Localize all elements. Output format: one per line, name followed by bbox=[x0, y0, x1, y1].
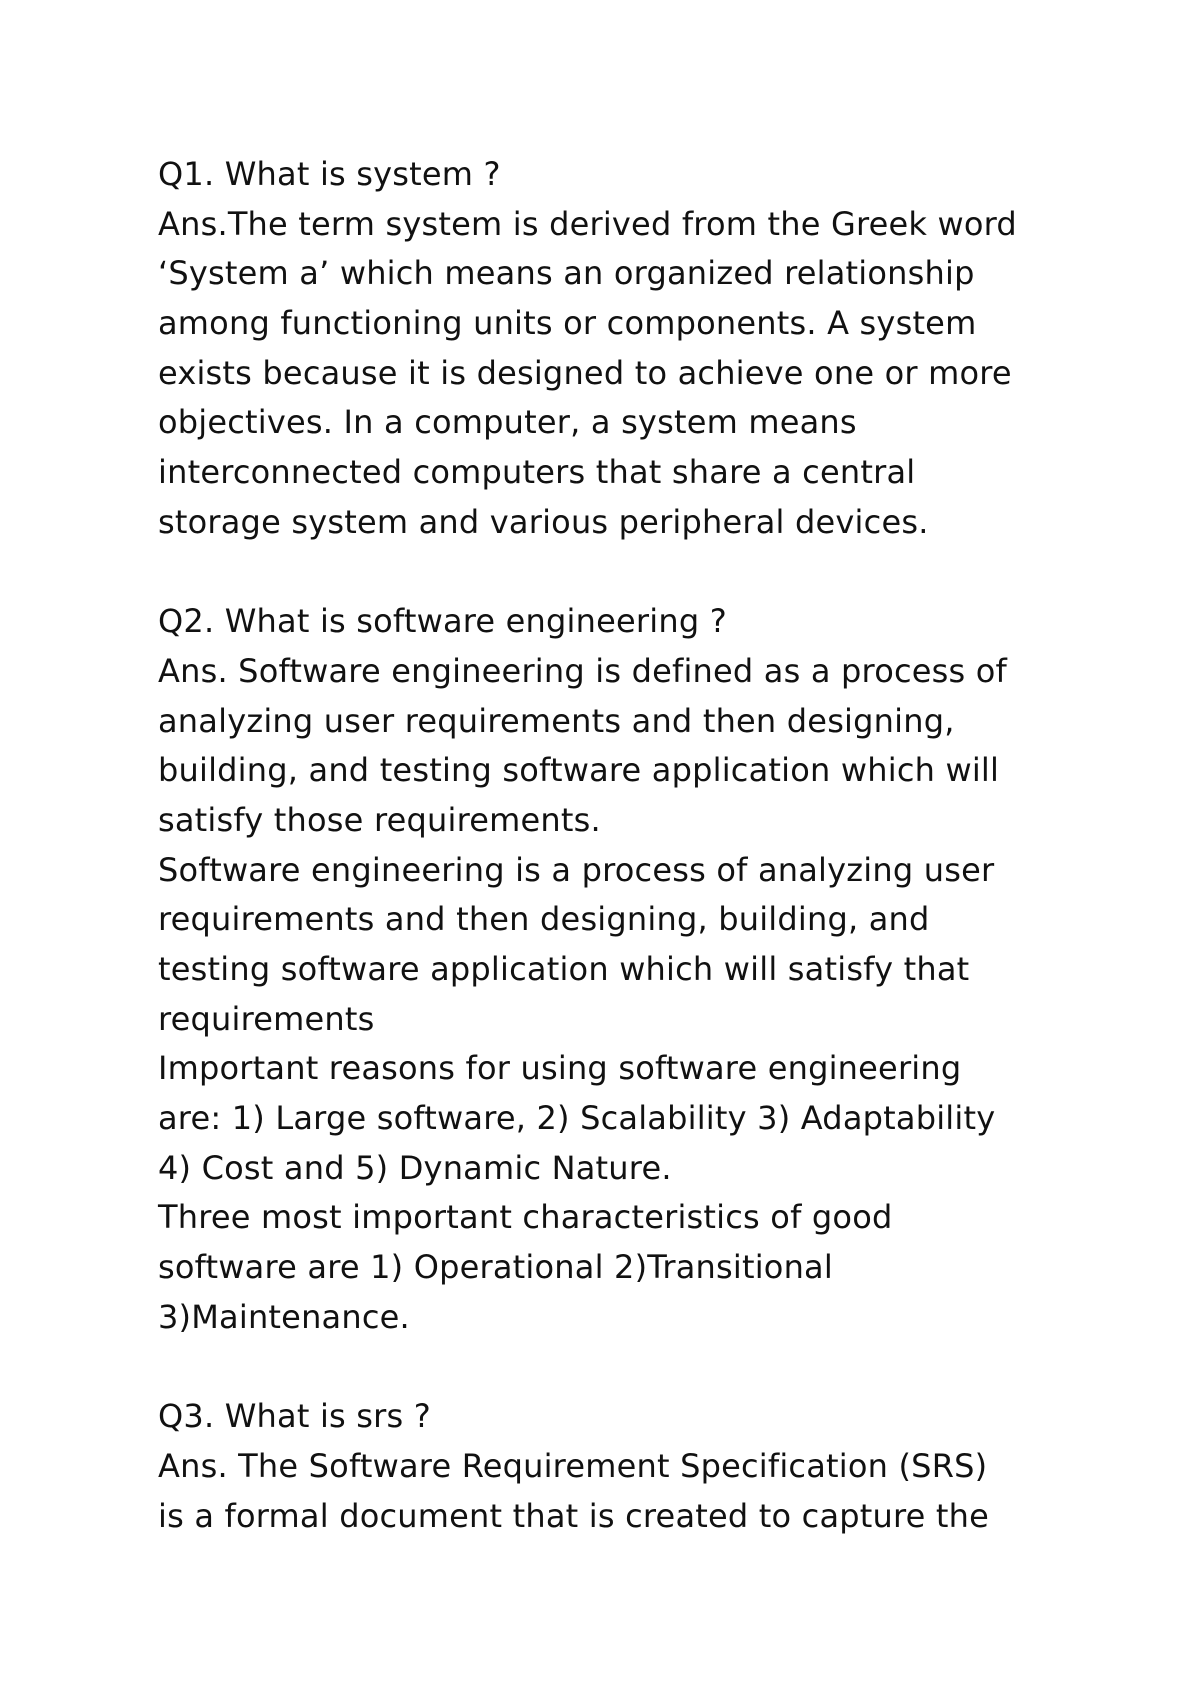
answer-line: Software engineering is a process of analyzing user bbox=[158, 850, 995, 889]
answer-line: satisfy those requirements. bbox=[158, 800, 601, 839]
answer-line: are: 1) Large software, 2) Scalability 3) Adaptability bbox=[158, 1099, 996, 1138]
answer-line: building, and testing software application which will bbox=[158, 751, 1000, 790]
answer-line: 4) Cost and 5) Dynamic Nature. bbox=[158, 1148, 672, 1187]
answer-line: Ans. The Software Requirement Specification (SRS) bbox=[158, 1446, 988, 1485]
answer-line: interconnected computers that share a central bbox=[158, 453, 916, 492]
question-heading: Q1. What is system ? bbox=[158, 155, 501, 193]
answer-line: storage system and various peripheral devices. bbox=[158, 502, 929, 541]
answer-line: Three most important characteristics of good bbox=[158, 1198, 893, 1237]
answer-line: testing software application which will satisfy that bbox=[158, 950, 970, 988]
answer-line: 3)Maintenance. bbox=[158, 1297, 410, 1336]
answer-line: requirements bbox=[158, 999, 375, 1038]
question-heading: Q3. What is srs ? bbox=[158, 1397, 431, 1436]
answer-line: ‘System a’ which means an organized relationship bbox=[158, 254, 975, 293]
paragraph-gap bbox=[158, 1343, 1118, 1393]
document-body bbox=[158, 150, 1118, 1541]
paragraph-gap bbox=[158, 548, 1118, 598]
answer-line: objectives. In a computer, a system means bbox=[158, 403, 857, 442]
answer-line: among functioning units or components. A system bbox=[158, 304, 977, 343]
answer-line: Important reasons for using software engineering bbox=[158, 1049, 962, 1088]
answer-line: requirements and then designing, building, and bbox=[158, 900, 930, 939]
answer-line: is a formal document that is created to capture the bbox=[158, 1496, 990, 1535]
question-heading: Q2. What is software engineering ? bbox=[158, 602, 727, 641]
answer-line: Ans.The term system is derived from the Greek word bbox=[158, 204, 1017, 243]
answer-line: analyzing user requirements and then designing, bbox=[158, 701, 955, 740]
answer-line: software are 1) Operational 2)Transitional bbox=[158, 1248, 833, 1287]
answer-line: Ans. Software engineering is defined as a process of bbox=[158, 651, 1008, 690]
answer-line: exists because it is designed to achieve one or more bbox=[158, 353, 1012, 392]
